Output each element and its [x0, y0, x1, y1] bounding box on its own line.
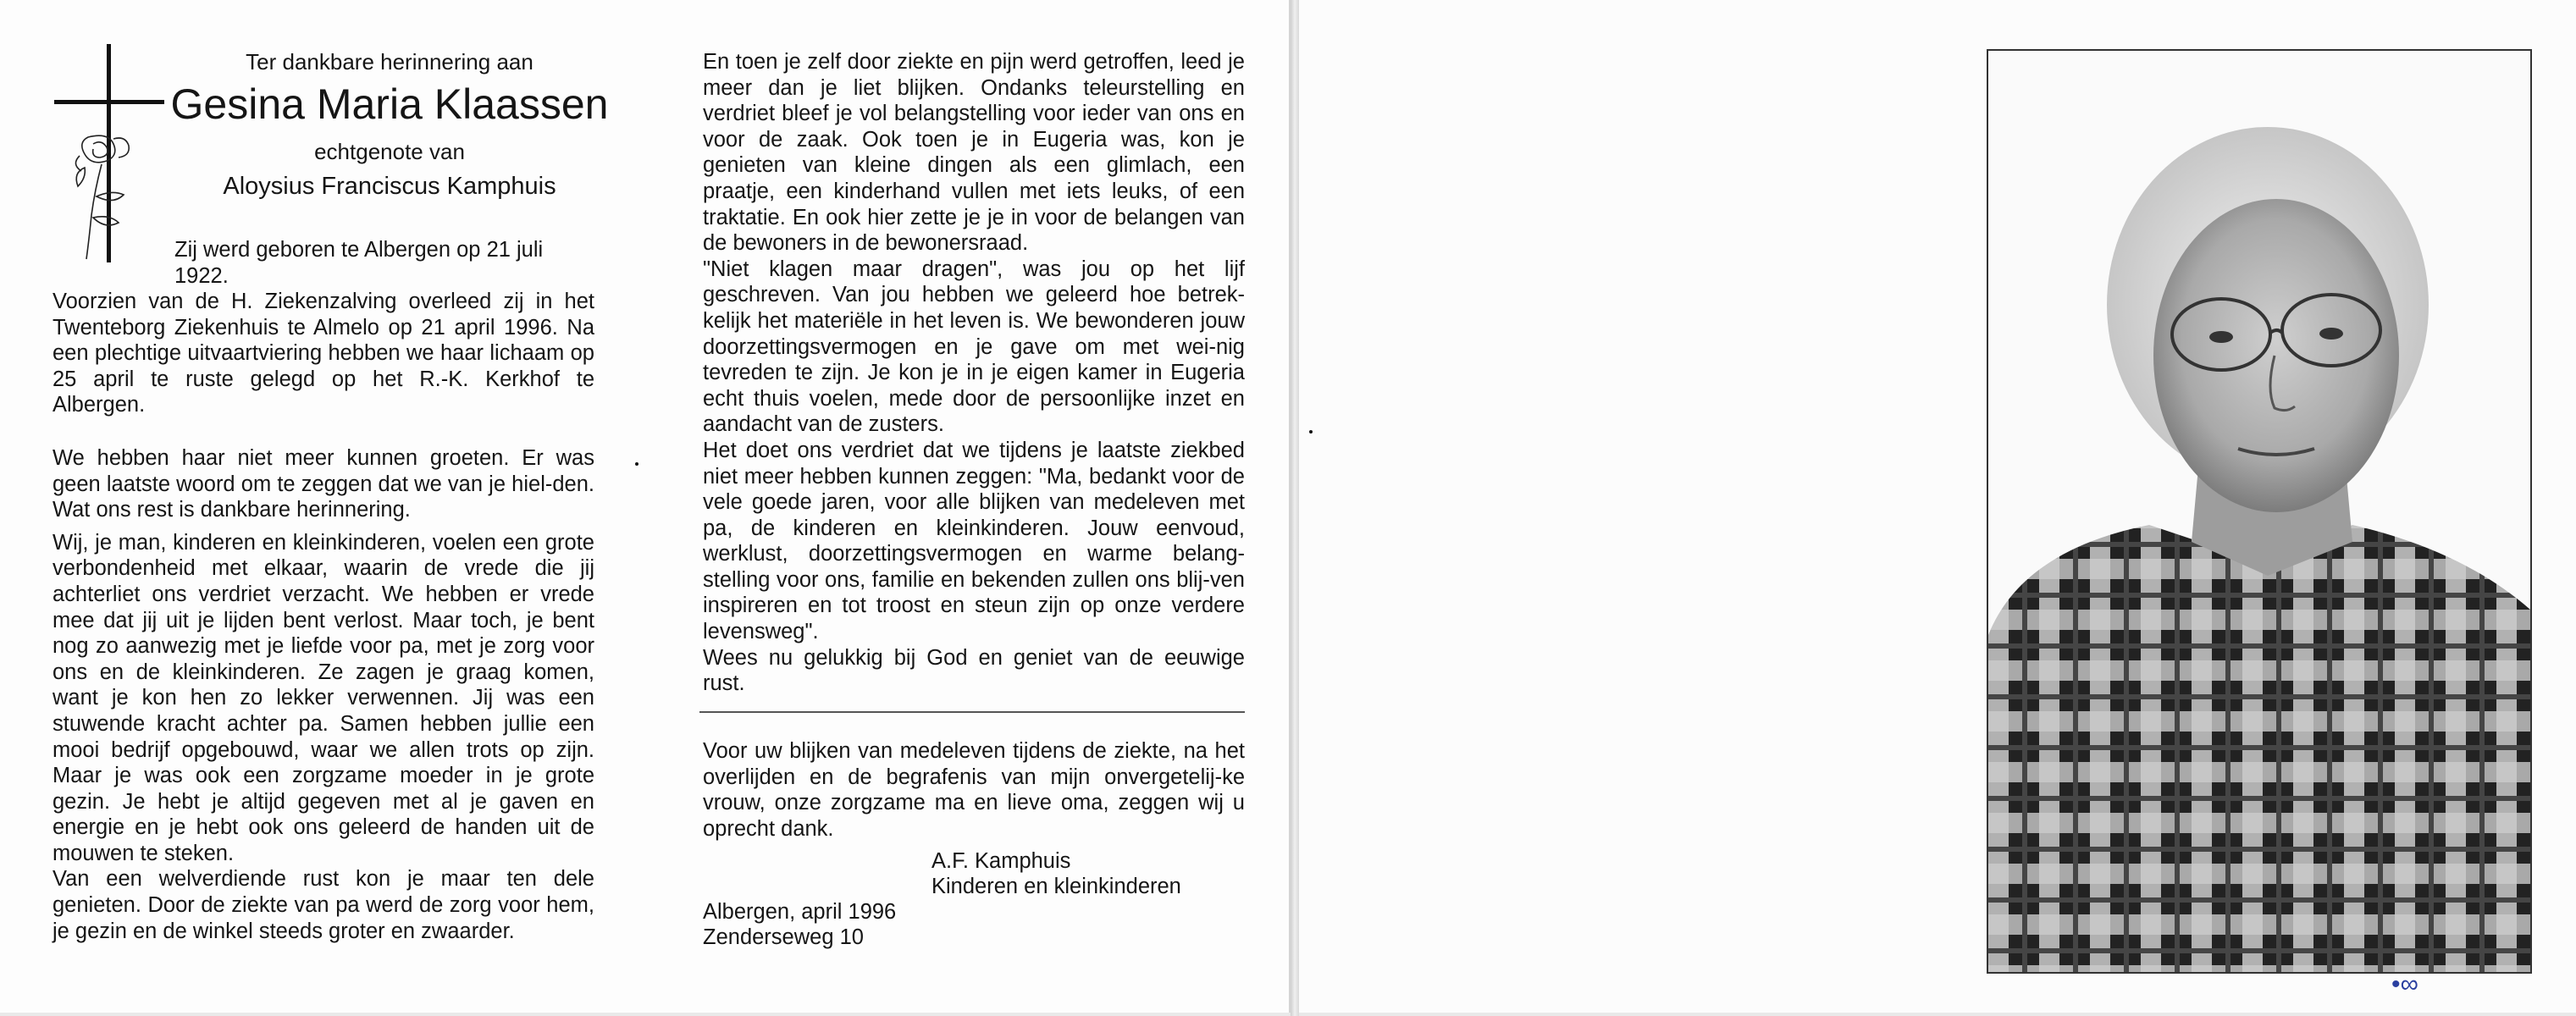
motto-paragraph: "Niet klagen maar dragen", was jou op het lijf geschreven. Van jou hebben we geleerd hoe betrek-kelijk het materiële in het leven is. We bewonderen jouw doorzettingsvermogen en je gave om met wei-nig tevreden te zijn. Je kon je in je eigen kamer in Eugeria echt thuis voelen, mede door de persoonlijke inzet en aandacht van de zusters. — [703, 257, 1245, 437]
closing-wish: Wees nu gelukkig bij God en geniet van de eeuwige rust. — [703, 645, 1245, 696]
thank-you-note: Voor uw blijken van medeleven tijdens de ziekte, na het overlijden en de begrafenis van mijn onvergetelij-ke vrouw, onze zorgzame ma en lieve oma, zeggen wij u oprecht dank. — [703, 739, 1245, 841]
place-date: Albergen, april 1996 — [703, 900, 897, 924]
pen-mark: •∞ — [2391, 970, 2418, 998]
birth-line-2: 1922. — [174, 263, 229, 288]
signatory-family: Kinderen en kleinkinderen — [931, 875, 1181, 898]
birth-line-1: Zij werd geboren te Albergen op 21 juli — [174, 238, 544, 262]
section-divider — [699, 711, 1245, 713]
address: Zenderseweg 10 — [703, 925, 864, 949]
memorial-card-inside — [0, 0, 1289, 1013]
cross-with-rose-icon — [54, 44, 164, 264]
middle-column-body — [703, 49, 1245, 697]
family-paragraph: Wij, je man, kinderen en kleinkinderen, voelen een grote verbondenheid met elkaar, waarin de vrede die jij achterliet ons verdriet verzacht. We hebben er vrede mee dat jij uit je lijden bent verlost. Maar toch, je bent nog zo aanwezig met je liefde voor pa, met je zorg voor ons en de kleinkinderen. Ze zagen je graag komen, want je kon hen zo lekker verwennen. Jij was een stuwende kracht achter pa. Samen hebben jullie een mooi bedrijf opgebouwd, waar we allen trots op zijn. Maar je was ook een zorgzame moeder in je grote gezin. Je hebt je altijd gegeven met al je gaven en energie en je hebt ook ons geleerd de handen uit de mouwen te steken. — [53, 530, 594, 865]
signatory-husband: A.F. Kamphuis — [931, 849, 1071, 873]
greeting-paragraph: We hebben haar niet meer kunnen groeten. Er was geen laatste woord om te zeggen dat we van je hiel-den. Wat ons rest is dankbare herinnering. — [53, 445, 594, 522]
birth-statement — [174, 237, 593, 289]
paper-speck — [1309, 430, 1313, 433]
card-fold — [1291, 0, 1299, 1016]
spouse-name: Aloysius Franciscus Kamphuis — [223, 173, 556, 200]
illness-paragraph: En toen je zelf door ziekte en pijn werd getroffen, leed je meer dan je liet blijken. Ondanks teleurstelling en verdriet bleef je vol belangstelling voor ieder van ons en voor de zaak. Ook toen je in Eugeria was, kon je genieten van kleine dingen als een glimlach, een praatje, een kinderhand vullen met iets leuks, of een traktatie. En ook hier zette je je in voor de belangen van de bewoners in de bewonersraad. — [703, 50, 1245, 256]
rest-paragraph: Van een welverdiende rust kon je maar ten dele genieten. Door de ziekte van pa werd de zorg voor hem, je gezin en de winkel steeds groter en zwaarder. — [53, 867, 594, 943]
farewell-paragraph: Het doet ons verdriet dat we tijdens je laatste ziekbed niet meer hebben kunnen zeggen: "Ma, bedankt voor de vele goede jaren, voor alle blijken van medeleven met pa, de kinderen en kleinkinderen. Jouw eenvoud, werklust, doorzettingsvermogen en warme belang-stelling voor ons, familie en bekenden zullen ons blij-ven inspireren en tot troost en steun zijn op onze verdere levensweg". — [703, 438, 1245, 644]
death-paragraph: Voorzien van de H. Ziekenzalving overleed zij in het Twenteborg Ziekenhuis te Almelo op 21 april 1996. Na een plechtige uitvaartviering hebben we haar lichaam op 25 april te ruste gelegd op het R.-K. Kerkhof te Albergen. — [53, 290, 594, 417]
deceased-name: Gesina Maria Klaassen — [170, 80, 609, 128]
intro-line: Ter dankbare herinnering aan — [246, 49, 533, 75]
portrait-photo — [1987, 49, 2532, 974]
relation-line: echtgenote van — [314, 139, 465, 164]
paper-speck — [635, 462, 638, 466]
left-column-body — [53, 289, 594, 944]
